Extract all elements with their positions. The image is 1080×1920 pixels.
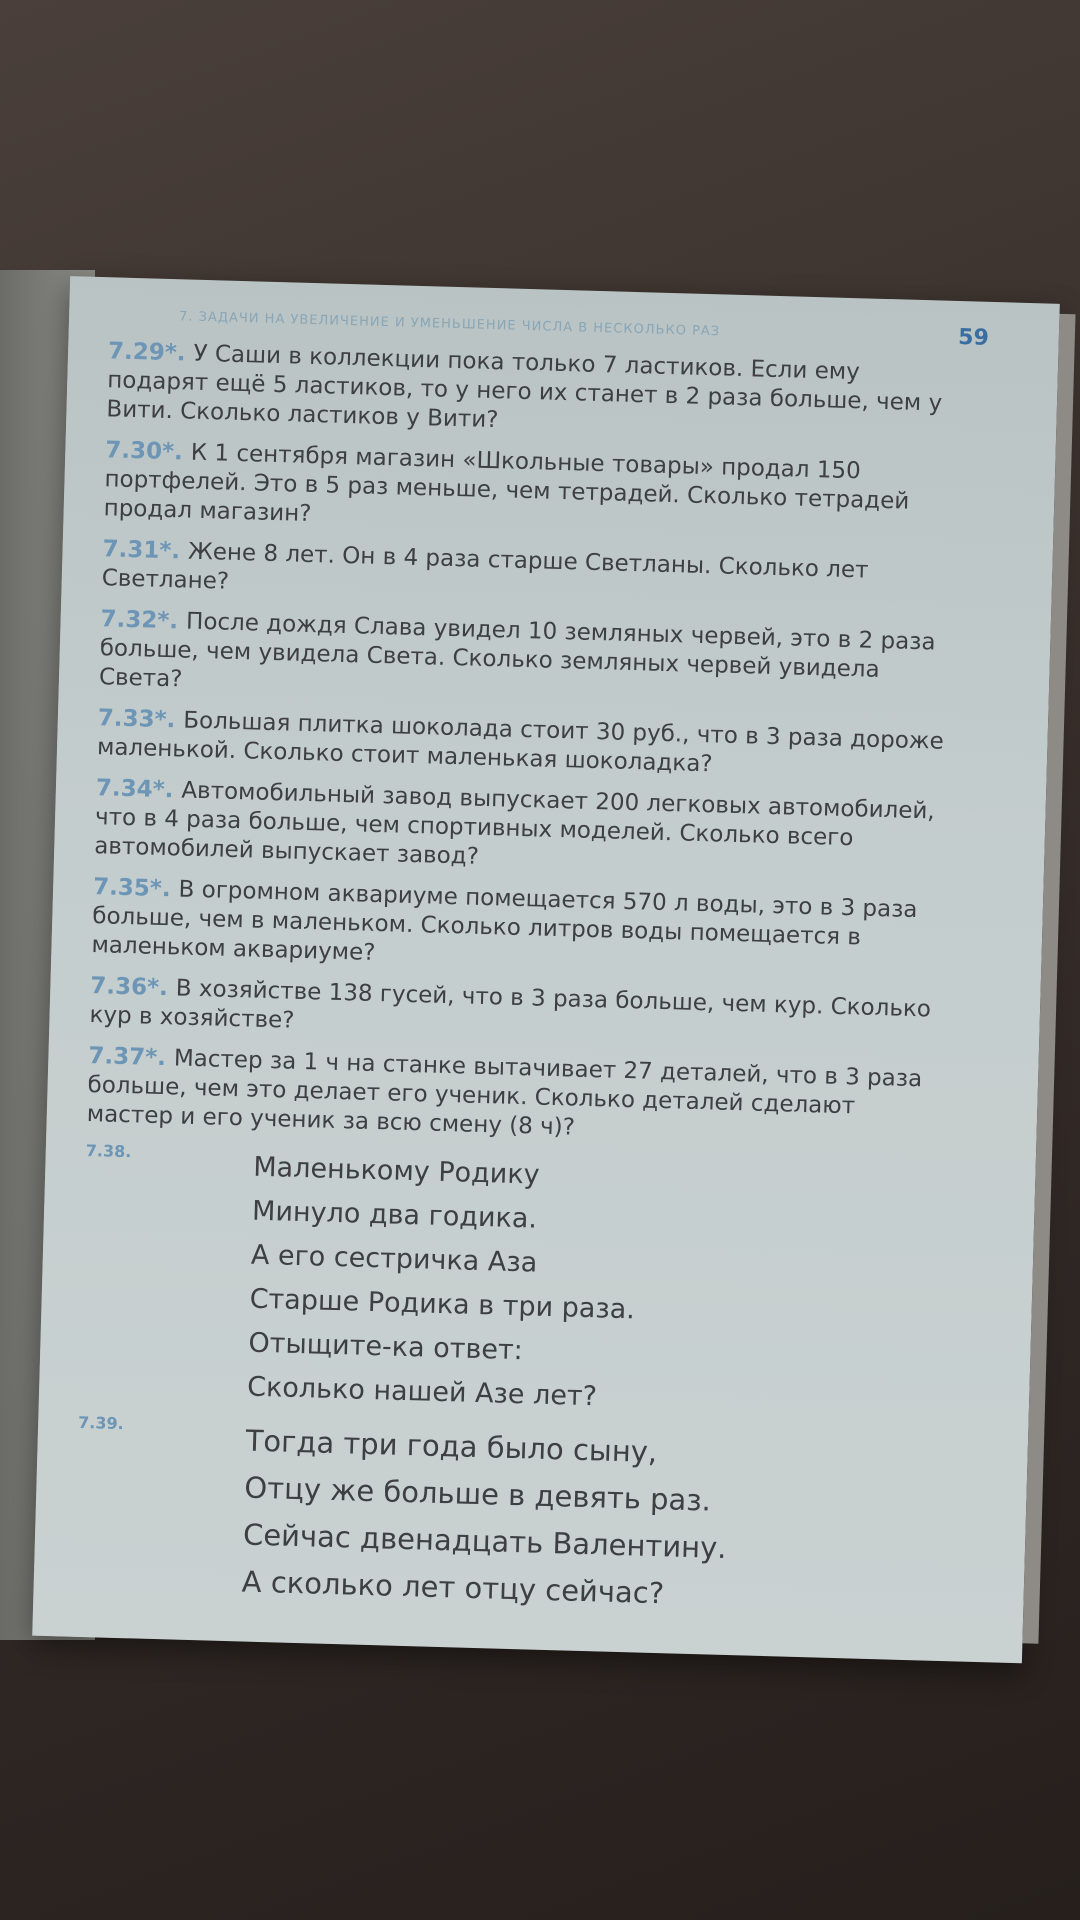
problem-text: В огромном аквариуме помещается 570 л воды, это в 3 раза больше, чем в маленьком. Сколько литров воды помещается в маленьком аквариуме? — [91, 876, 918, 966]
problem-text: После дождя Слава увидел 10 земляных червей, это в 2 раза больше, чем увидела Света. Сколько земляных червей увидела Света? — [98, 608, 936, 693]
poem-line: Маленькому Родику — [252, 1151, 541, 1191]
poem-line: Сейчас двенадцать Валентину. — [242, 1517, 727, 1565]
poem-line: А сколько лет отцу сейчас? — [241, 1564, 665, 1611]
problem-number: 7.32*. — [100, 606, 179, 635]
problem-number: 7.34*. — [95, 775, 174, 804]
problem-text: У Саши в коллекции пока только 7 ластиков. Если ему подарят ещё 5 ластиков, то у него их станет в 2 раза больше, чем у Вити. Сколько ластиков у Вити? — [106, 340, 943, 434]
problem-7-33 — [97, 704, 958, 786]
problem-7-34 — [94, 774, 956, 885]
textbook-page — [32, 276, 1060, 1663]
problem-7-35 — [91, 873, 953, 984]
poem-line: Старше Родика в три раза. — [249, 1283, 636, 1326]
page-stack-edge — [1022, 314, 1075, 1644]
poem-line: Минуло два годика. — [251, 1195, 538, 1235]
page-number: 59 — [957, 325, 990, 351]
problem-7-32 — [99, 605, 961, 716]
problem-text: Мастер за 1 ч на станке вытачивает 27 деталей, что в 3 раза больше, чем это делает его ученик. Сколько деталей сделают мастер и его ученик за всю смену (8 ч)? — [86, 1045, 923, 1141]
poem-line: Тогда три года было сыну, — [245, 1423, 658, 1470]
problem-number: 7.31*. — [102, 536, 181, 565]
poem-lines — [241, 1418, 730, 1619]
problem-number: 7.29*. — [107, 338, 186, 367]
poem-line: Отыщите-ка ответ: — [248, 1327, 524, 1367]
poem-line: Сколько нашей Азе лет? — [246, 1371, 598, 1413]
problem-7-30 — [103, 436, 965, 547]
problem-number: 7.33*. — [97, 705, 176, 734]
problem-7-38-poem — [79, 1141, 946, 1429]
poem-line: Отцу же больше в девять раз. — [243, 1470, 712, 1518]
problem-number: 7.35*. — [92, 874, 171, 903]
problem-text: Большая плитка шоколада стоит 30 руб., что в 3 раза дороже маленькой. Сколько стоит маленькая шоколадка? — [96, 707, 945, 778]
poem-lines — [247, 1146, 640, 1421]
problem-text: К 1 сентября магазин «Школьные товары» продал 150 портфелей. Это в 5 раз меньше, чем тетрадей. Сколько тетрадей продал магазин? — [103, 439, 910, 528]
problem-text: В хозяйстве 138 гусей, что в 3 раза больше, чем кур. Сколько кур в хозяйстве? — [89, 975, 932, 1034]
poem-line: А его сестричка Аза — [250, 1239, 538, 1279]
problem-7-31 — [101, 535, 962, 617]
problem-number: 7.30*. — [104, 437, 184, 466]
problem-number: 7.38. — [85, 1140, 132, 1162]
problem-7-36 — [89, 972, 950, 1054]
problem-text: Жене 8 лет. Он в 4 раза старше Светланы. Сколько лет Светлане? — [101, 538, 869, 595]
problem-list — [73, 337, 968, 1625]
problem-number: 7.39. — [77, 1412, 125, 1434]
problem-number: 7.37*. — [88, 1042, 167, 1072]
problem-7-39-poem — [73, 1413, 938, 1625]
problem-number: 7.36*. — [90, 973, 169, 1002]
problem-7-37 — [86, 1042, 948, 1153]
problem-text: Автомобильный завод выпускает 200 легковых автомобилей, что в 4 раза больше, чем спортивных моделей. Сколько всего автомобилей выпускает завод? — [93, 777, 936, 870]
running-title: 7. ЗАДАЧИ НА УВЕЛИЧЕНИЕ И УМЕНЬШЕНИЕ ЧИСЛА В НЕСКОЛЬКО РАЗ — [178, 309, 721, 340]
